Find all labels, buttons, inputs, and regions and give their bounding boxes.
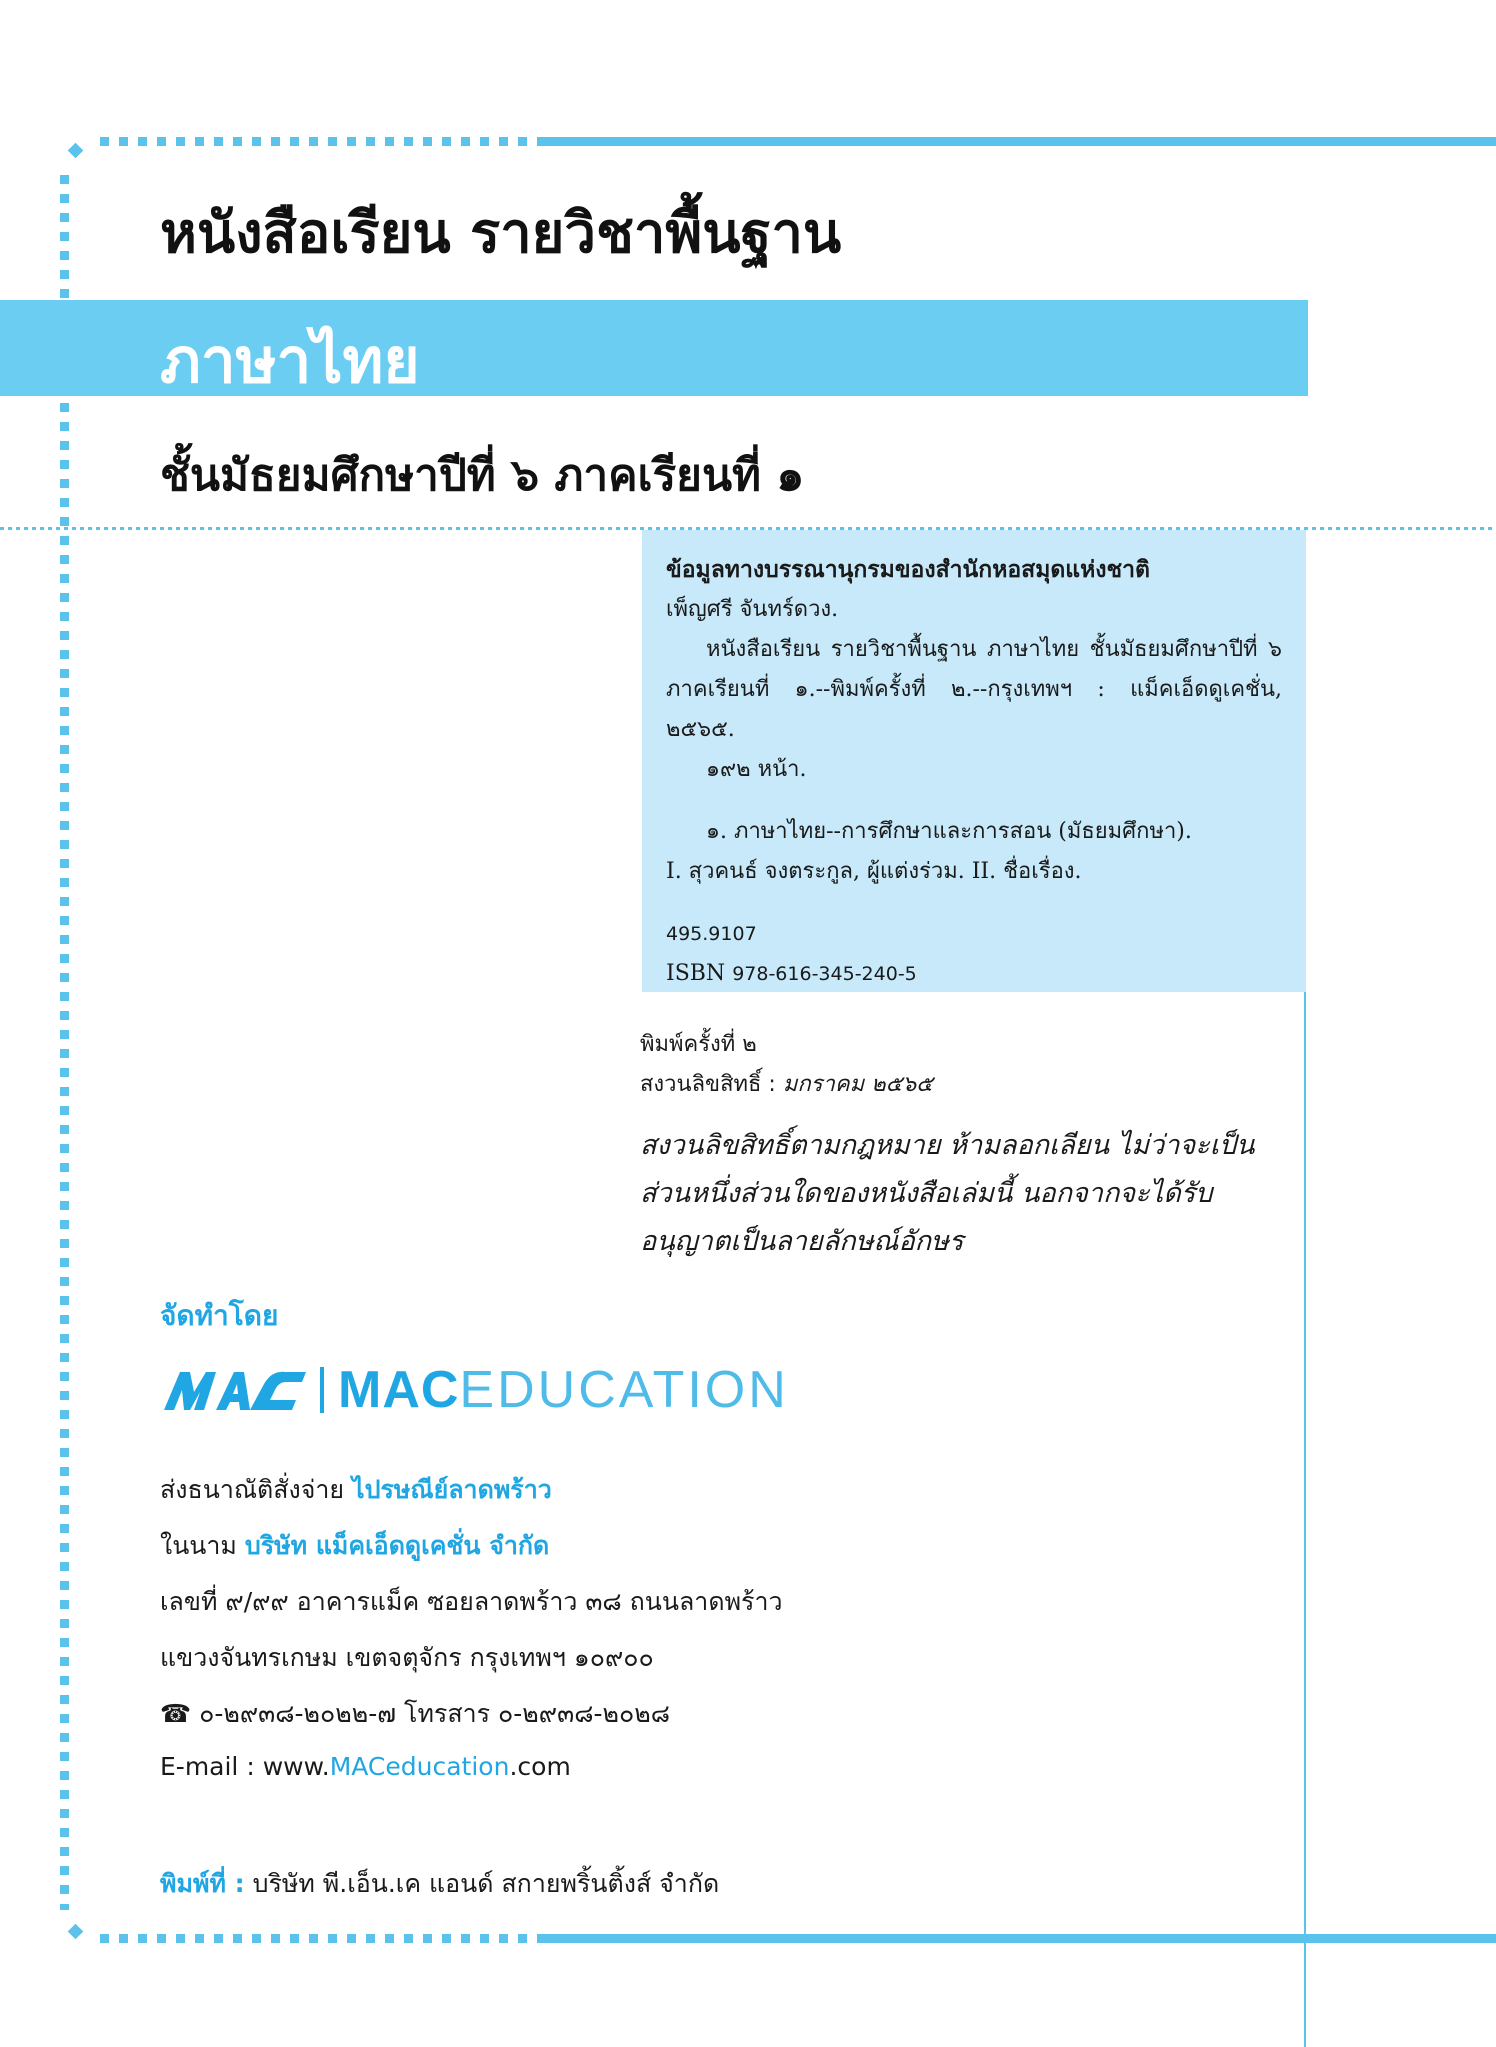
email-suffix: .com [509,1752,571,1781]
logo-separator [320,1367,324,1413]
frame-left-dashes [60,175,69,1910]
subject-title: ภาษาไทย [160,324,420,397]
grade-title: ชั้นมัธยมศึกษาปีที่ ๖ ภาคเรียนที่ ๑ [160,450,805,501]
frame-top-bar [540,137,1496,146]
cip-contributors: I. สุวคนธ์ จงตระกูล, ผู้แต่งร่วม. II. ชื่อเรื่อง. [666,859,1082,884]
cip-description: หนังสือเรียน รายวิชาพื้นฐาน ภาษาไทย ชั้นมัธยมศึกษาปีที่ ๖ ภาคเรียนที่ ๑.--พิมพ์ครั้งที่ ๒.--กรุงเทพฯ : แม็คเอ็ดดูเคชั่น, ๒๕๖๕. [666,637,1282,742]
isbn-label: ISBN [666,961,726,986]
email-brand[interactable]: MACeducation [329,1752,510,1781]
address-line-1: เลขที่ ๙/๙๙ อาคารแม็ค ซอยลาดพร้าว ๓๘ ถนนลาดพร้าว [160,1587,783,1616]
printer-value: บริษัท พี.เอ็น.เค แอนด์ สกายพริ้นติ้งส์ จำกัด [252,1869,720,1898]
email-prefix: E-mail : www. [160,1752,330,1781]
isbn-value: 978-616-345-240-5 [732,963,917,985]
money-order-value: ไปรษณีย์ลาดพร้าว [352,1475,552,1504]
money-order-line [160,1470,552,1510]
phone-line [160,1694,670,1734]
cip-heading: ข้อมูลทางบรรณานุกรมของสำนักหอสมุดแห่งชาติ [666,557,1150,583]
cip-isbn-line [666,954,1282,994]
print-info [640,1025,933,1105]
address-line-2: แขวงจันทรเกษม เขตจตุจักร กรุงเทพฯ ๑๐๙๐๐ [160,1643,654,1672]
cip-pages: ๑๙๒ หน้า. [706,757,807,782]
copyright-label: สงวนลิขสิทธิ์ : [640,1072,776,1097]
mac-logo-mark-icon [160,1366,310,1414]
edition: พิมพ์ครั้งที่ ๒ [640,1032,757,1057]
money-order-label: ส่งธนาณัติสั่งจ่าย [160,1475,345,1504]
cip-author: เพ็ญศรี จันทร์ดวง. [666,597,839,622]
cip-subject-entry: ๑. ภาษาไทย--การศึกษาและการสอน (มัธยมศึกษา). [706,819,1192,844]
frame-bottom-dashes [100,1934,540,1943]
frame-corner-diamond-bottom [68,1924,84,1940]
divider-vertical-line [1304,990,1306,2047]
phone-icon: ☎ [160,1699,192,1728]
printer-line [160,1864,719,1904]
frame-top-dashes [100,137,540,146]
book-title: หนังสือเรียน รายวิชาพื้นฐาน [160,201,842,266]
produced-by-label: จัดทำโดย [160,1299,279,1332]
cip-classification: 495.9107 [666,923,757,945]
logo-wordmark [338,1360,789,1420]
printer-label: พิมพ์ที่ : [160,1869,245,1898]
payee-value: บริษัท แม็คเอ็ดดูเคชั่น จำกัด [244,1531,550,1560]
payee-label: ในนาม [160,1531,237,1560]
phone-numbers: ๐-๒๙๓๘-๒๐๒๒-๗ โทรสาร ๐-๒๙๓๘-๒๐๒๘ [199,1699,671,1728]
mac-education-logo [160,1355,789,1425]
payee-line [160,1526,549,1566]
copyright-line [640,1065,933,1105]
copyright-notice: สงวนลิขสิทธิ์ตามกฎหมาย ห้ามลอกเลียน ไม่ว่าจะเป็นส่วนหนึ่งส่วนใดของหนังสือเล่มนี้ นอกจากจะได้รับอนุญาตเป็นลายลักษณ์อักษร [640,1130,1255,1257]
frame-bottom-bar [540,1934,1496,1943]
logo-word-mac: MAC [338,1361,460,1419]
email-line [160,1752,571,1781]
frame-corner-diamond-top [68,143,84,159]
logo-word-education: EDUCATION [459,1361,789,1419]
copyright-date: มกราคม ๒๕๖๕ [782,1072,933,1097]
cip-box [642,530,1306,992]
